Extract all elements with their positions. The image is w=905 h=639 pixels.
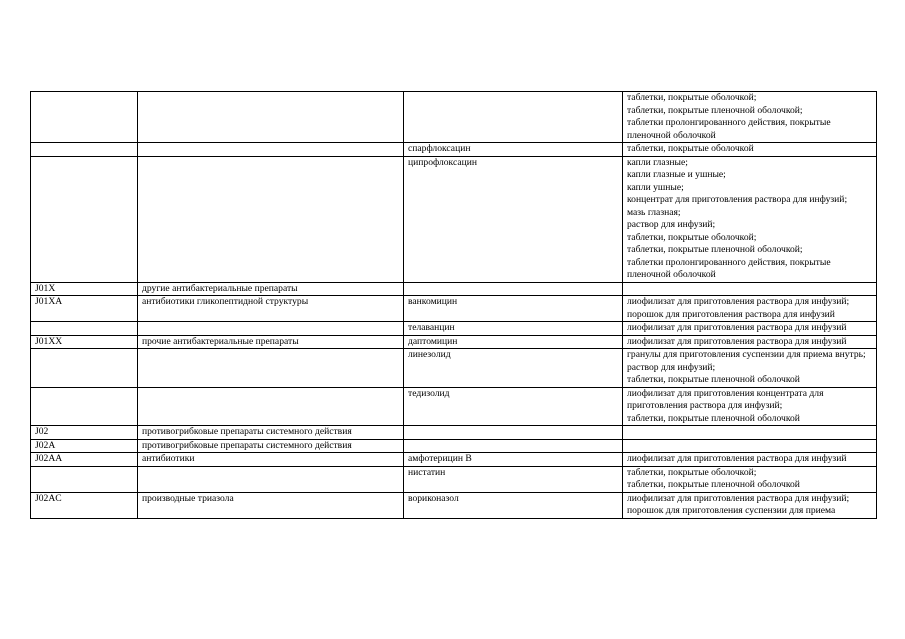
table-row — [31, 92, 877, 143]
table-row — [31, 426, 877, 440]
dosage-forms-cell — [623, 322, 877, 336]
dosage-form-line: мазь глазная; — [627, 206, 681, 218]
table-row — [31, 335, 877, 349]
pharmacological-group-cell — [138, 322, 404, 336]
atc-code-cell: J01X — [31, 282, 138, 296]
drug-name-cell: линезолид — [404, 349, 623, 388]
drug-name-cell: ципрофлоксацин — [404, 156, 623, 282]
pharmacological-group-cell: антибиотики гликопептидной структуры — [138, 296, 404, 322]
table-row — [31, 156, 877, 282]
dosage-form-line: порошок для приготовления раствора для инфузий — [627, 308, 835, 320]
dosage-forms-cell — [623, 426, 877, 440]
dosage-forms-cell — [623, 143, 877, 157]
dosage-form-line: лиофилизат для приготовления раствора для инфузий — [627, 335, 847, 347]
pharmacological-group-cell: противогрибковые препараты системного действия — [138, 426, 404, 440]
dosage-form-line: таблетки, покрытые пленочной оболочкой — [627, 479, 800, 490]
drug-name-cell: нистатин — [404, 466, 623, 492]
drug-name-cell — [404, 426, 623, 440]
table-row — [31, 282, 877, 296]
pharmacological-group-cell — [138, 156, 404, 282]
dosage-form-line: порошок для приготовления суспензии для приема — [627, 505, 836, 516]
dosage-form-line: раствор для инфузий; — [627, 361, 716, 373]
drug-name-cell — [404, 92, 623, 143]
atc-code-cell — [31, 322, 138, 336]
dosage-forms-cell — [623, 296, 877, 322]
drug-name-cell: ванкомицин — [404, 296, 623, 322]
dosage-forms-cell — [623, 349, 877, 388]
pharmacological-group-cell: производные триазола — [138, 492, 404, 518]
pharmacological-group-cell — [138, 143, 404, 157]
atc-code-cell: J02AA — [31, 453, 138, 467]
atc-code-cell — [31, 349, 138, 388]
atc-code-cell — [31, 466, 138, 492]
pharmacological-group-cell: антибиотики — [138, 453, 404, 467]
drug-name-cell: спарфлоксацин — [404, 143, 623, 157]
dosage-form-line: лиофилизат для приготовления раствора для инфузий; — [627, 492, 850, 504]
atc-code-cell: J02AC — [31, 492, 138, 518]
pharmacological-group-cell — [138, 92, 404, 143]
dosage-form-line: таблетки, покрытые пленочной оболочкой; — [627, 244, 803, 255]
dosage-form-line: капли глазные; — [627, 156, 688, 168]
dosage-form-line: таблетки, покрытые оболочкой; — [627, 92, 757, 103]
dosage-form-line: таблетки, покрытые оболочкой; — [627, 466, 757, 478]
dosage-forms-cell — [623, 387, 877, 426]
atc-code-cell: J02 — [31, 426, 138, 440]
pharmacological-group-cell — [138, 349, 404, 388]
dosage-form-line: таблетки, покрытые оболочкой; — [627, 231, 757, 243]
drug-name-cell: даптомицин — [404, 335, 623, 349]
dosage-forms-cell — [623, 282, 877, 296]
dosage-form-line: раствор для инфузий; — [627, 219, 716, 230]
dosage-forms-cell — [623, 156, 877, 282]
dosage-forms-cell — [623, 92, 877, 143]
drug-name-cell: телаванцин — [404, 322, 623, 336]
dosage-form-line: лиофилизат для приготовления концентрата для приготовления раствора для инфузий; — [627, 387, 824, 411]
table-row — [31, 387, 877, 426]
pharmacological-group-cell — [138, 466, 404, 492]
atc-code-cell: J01XX — [31, 335, 138, 349]
dosage-form-line: таблетки пролонгированного действия, покрытые пленочной оболочкой — [627, 256, 831, 280]
dosage-form-line: таблетки, покрытые пленочной оболочкой; — [627, 104, 803, 116]
atc-code-cell — [31, 387, 138, 426]
table-row — [31, 349, 877, 388]
table-row — [31, 466, 877, 492]
table-row — [31, 453, 877, 467]
atc-code-cell — [31, 92, 138, 143]
drug-name-cell: тедизолид — [404, 387, 623, 426]
atc-code-cell: J01XA — [31, 296, 138, 322]
drug-table-body — [31, 92, 877, 519]
table-row — [31, 439, 877, 453]
dosage-form-line: таблетки пролонгированного действия, покрытые пленочной оболочкой — [627, 117, 831, 141]
dosage-form-line: капли глазные и ушные; — [627, 169, 726, 180]
drug-table — [30, 91, 877, 519]
dosage-forms-cell — [623, 335, 877, 349]
dosage-form-line: таблетки, покрытые пленочной оболочкой — [627, 412, 800, 424]
table-row — [31, 322, 877, 336]
dosage-form-line: концентрат для приготовления раствора для инфузий; — [627, 194, 848, 205]
dosage-forms-cell — [623, 492, 877, 518]
pharmacological-group-cell: прочие антибактериальные препараты — [138, 335, 404, 349]
atc-code-cell — [31, 143, 138, 157]
drug-name-cell: вориконазол — [404, 492, 623, 518]
dosage-form-line: капли ушные; — [627, 181, 684, 193]
dosage-form-line: лиофилизат для приготовления раствора для инфузий — [627, 453, 847, 464]
drug-name-cell — [404, 439, 623, 453]
atc-code-cell: J02A — [31, 439, 138, 453]
dosage-form-line: таблетки, покрытые оболочкой — [627, 143, 754, 154]
dosage-form-line: гранулы для приготовления суспензии для приема внутрь; — [627, 349, 866, 360]
pharmacological-group-cell — [138, 387, 404, 426]
pharmacological-group-cell: другие антибактериальные препараты — [138, 282, 404, 296]
dosage-forms-cell — [623, 466, 877, 492]
atc-code-cell — [31, 156, 138, 282]
dosage-forms-cell — [623, 453, 877, 467]
table-row — [31, 143, 877, 157]
dosage-form-line: лиофилизат для приготовления раствора для инфузий — [627, 322, 847, 333]
drug-name-cell: амфотерицин В — [404, 453, 623, 467]
drug-name-cell — [404, 282, 623, 296]
dosage-forms-cell — [623, 439, 877, 453]
pharmacological-group-cell: противогрибковые препараты системного действия — [138, 439, 404, 453]
table-row — [31, 296, 877, 322]
table-row — [31, 492, 877, 518]
dosage-form-line: таблетки, покрытые пленочной оболочкой — [627, 374, 800, 385]
dosage-form-line: лиофилизат для приготовления раствора для инфузий; — [627, 296, 850, 307]
